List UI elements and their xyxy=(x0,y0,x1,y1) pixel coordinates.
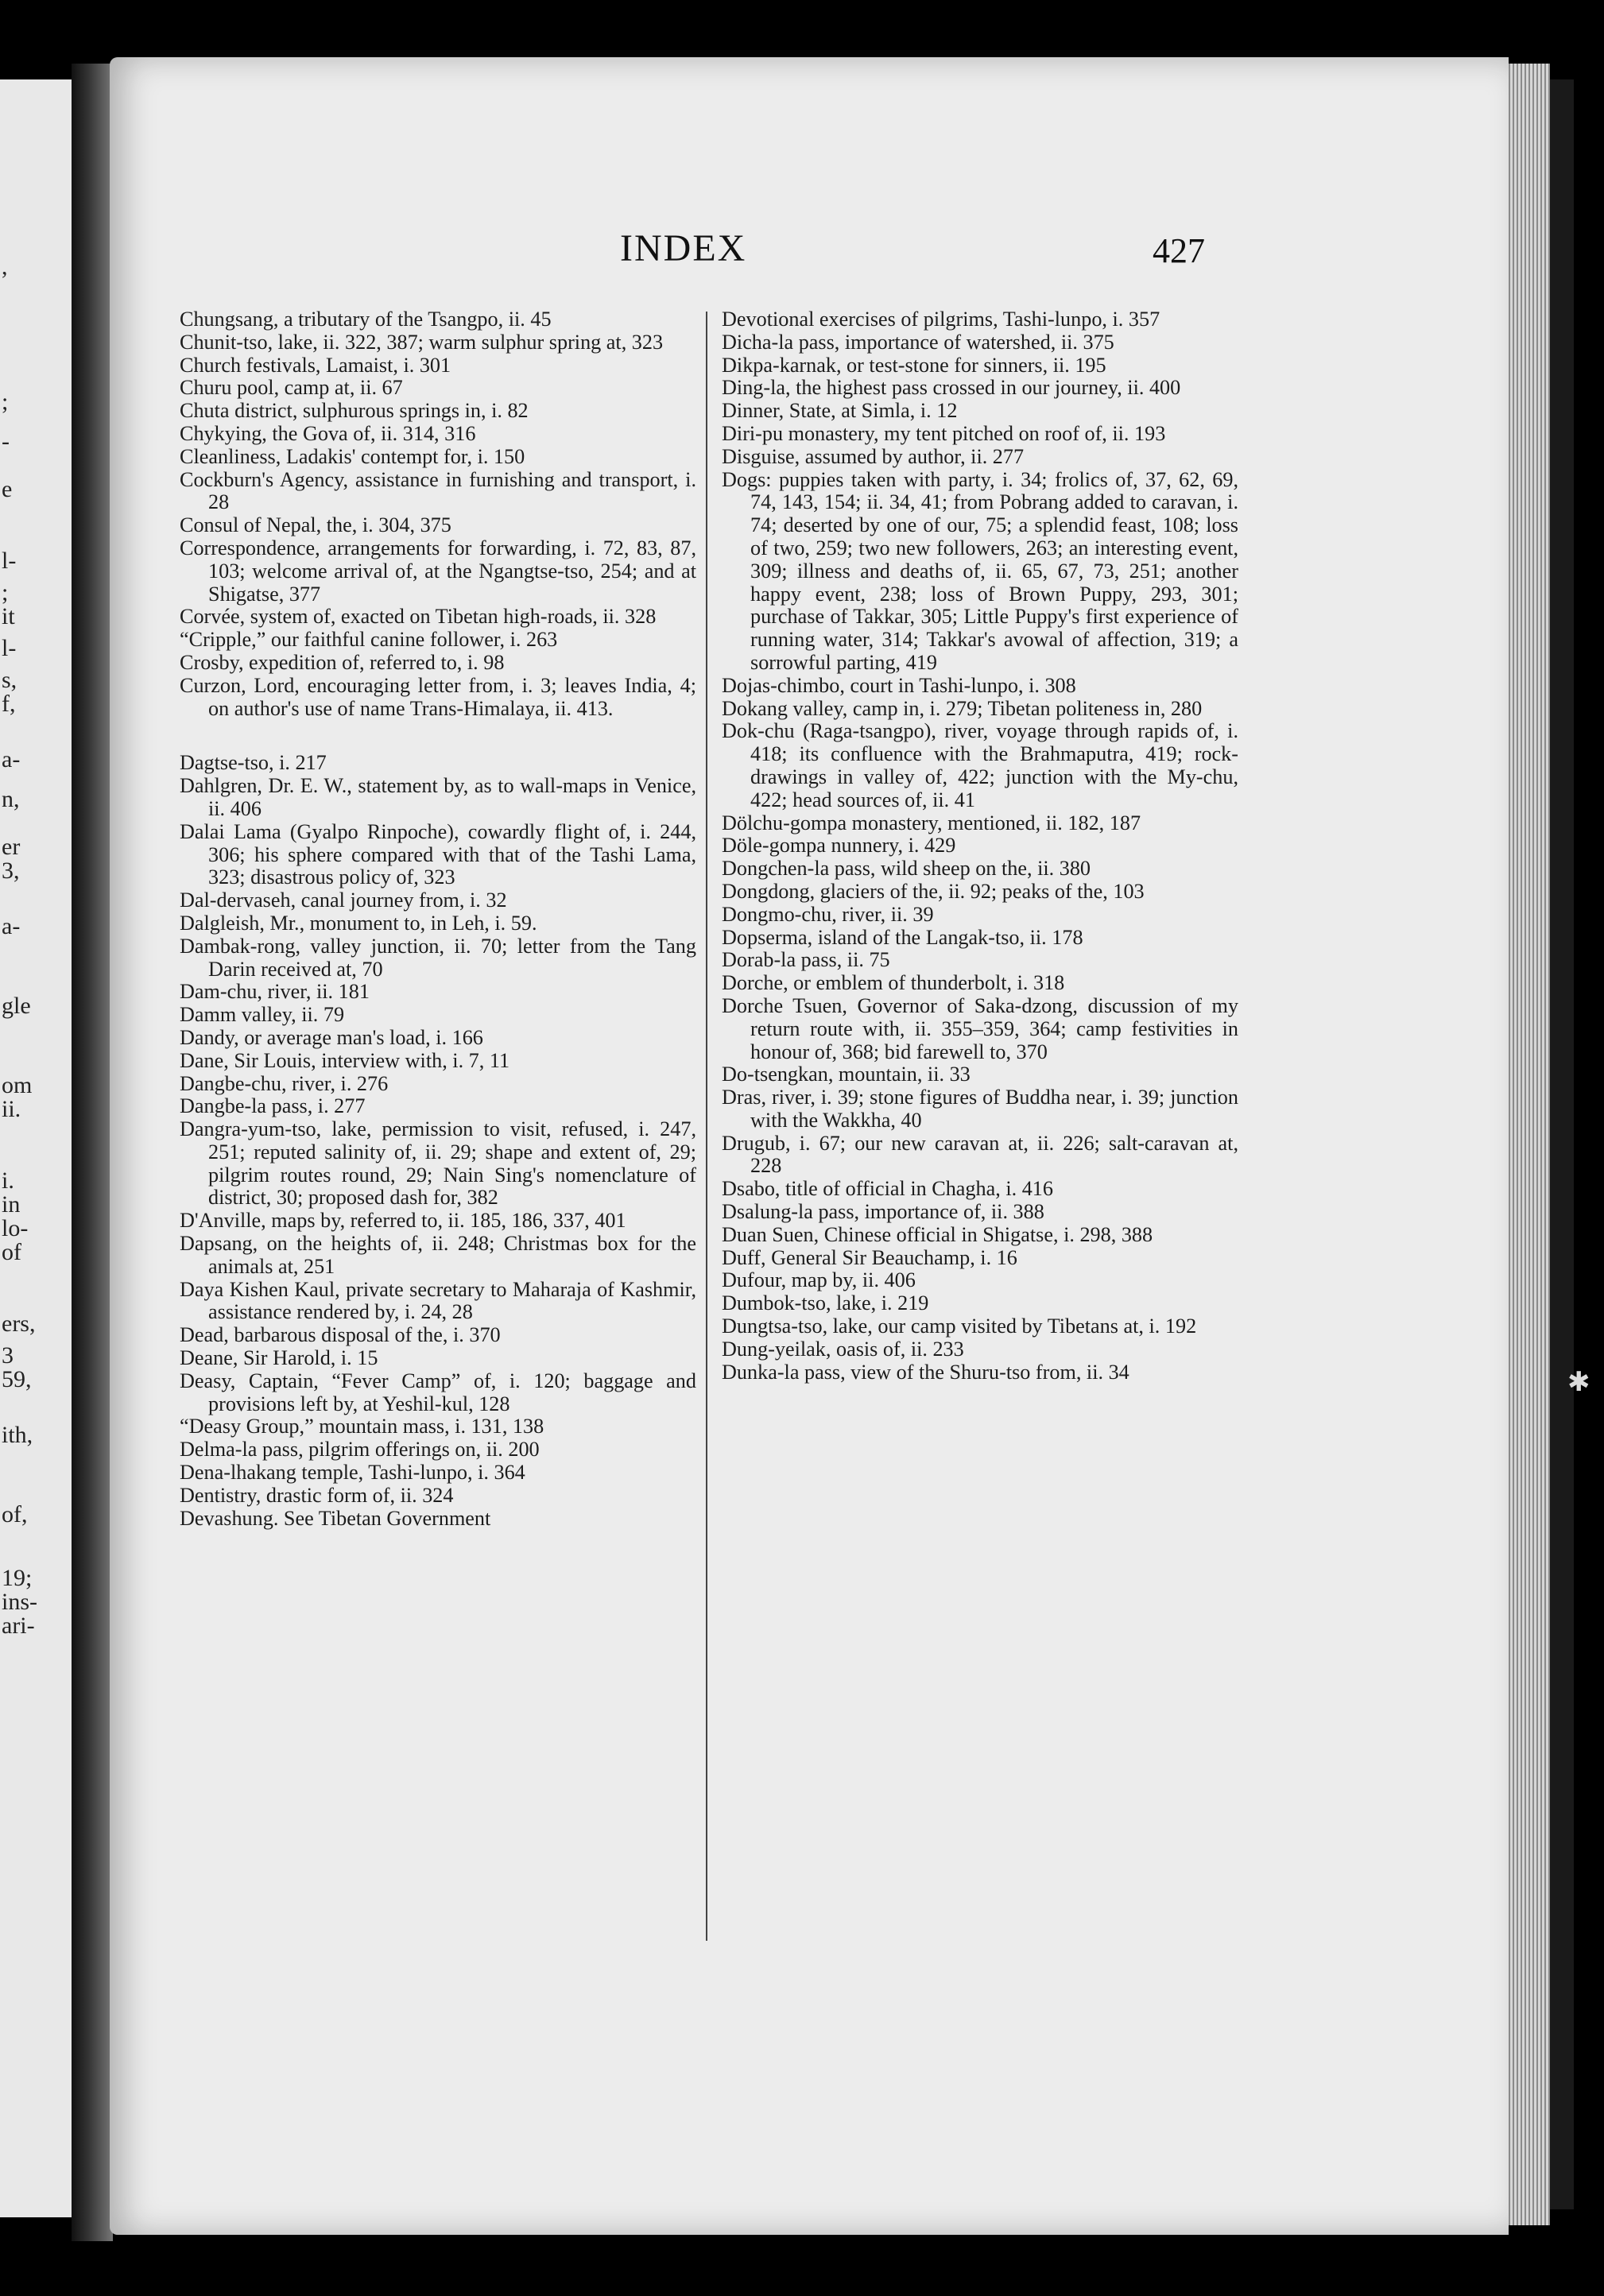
index-entry: Devotional exercises of pilgrims, Tashi-lunpo, i. 357 xyxy=(722,308,1160,331)
left-page-edge xyxy=(0,79,73,2217)
index-entry: Dung-yeilak, oasis of, ii. 233 xyxy=(722,1337,964,1361)
index-entry: Dandy, or average man's load, i. 166 xyxy=(180,1025,483,1049)
index-entry: Crosby, expedition of, referred to, i. 98 xyxy=(180,650,505,674)
index-entry: Do-tsengkan, mountain, ii. 33 xyxy=(722,1063,971,1086)
index-entry: Dahlgren, Dr. E. W., statement by, as to wall-maps in Venice, ii. 406 xyxy=(180,774,696,820)
index-entry: Dumbok-tso, lake, i. 219 xyxy=(722,1291,929,1315)
left-page-fragment: ii. xyxy=(2,1096,21,1122)
left-page-fragment: ari- xyxy=(2,1613,35,1639)
index-entry: Dambak-rong, valley junction, ii. 70; letter from the Tang Darin received at, 70 xyxy=(180,934,696,981)
index-entry: D'Anville, maps by, referred to, ii. 185, 186, 337, 401 xyxy=(180,1209,626,1233)
index-entry: Döle-gompa nunnery, i. 429 xyxy=(722,834,956,858)
index-entry: Correspondence, arrangements for forwarding, i. 72, 83, 87, 103; welcome arrival of, at the Ngangtse-tso, 254; and at Shigatse, 377 xyxy=(180,536,696,606)
index-entry: Dinner, State, at Simla, i. 12 xyxy=(722,399,958,423)
index-entry: Dagtse-tso, i. 217 xyxy=(180,751,327,775)
index-entry: Churu pool, camp at, ii. 67 xyxy=(180,376,403,400)
left-page-fragment: a- xyxy=(2,746,21,772)
index-entry: Diri-pu monastery, my tent pitched on roof of, ii. 193 xyxy=(722,421,1166,445)
index-entry: Duff, General Sir Beauchamp, i. 16 xyxy=(722,1245,1017,1269)
left-page-fragment: a- xyxy=(2,913,21,939)
index-entry: Dsabo, title of official in Chagha, i. 416 xyxy=(722,1177,1053,1201)
book-gutter xyxy=(72,64,113,2241)
index-entry: Consul of Nepal, the, i. 304, 375 xyxy=(180,513,451,537)
index-entry: Disguise, assumed by author, ii. 277 xyxy=(722,444,1025,468)
page-edges-shadow xyxy=(1550,79,1574,2209)
index-entry: Dane, Sir Louis, interview with, i. 7, 11 xyxy=(180,1048,510,1072)
running-head: INDEX xyxy=(620,227,747,269)
index-entry: Deasy, Captain, “Fever Camp” of, i. 120; baggage and provisions left by, at Yeshil-kul, 128 xyxy=(180,1369,696,1415)
index-entry: Dongdong, glaciers of the, ii. 92; peaks of the, 103 xyxy=(722,879,1145,903)
left-page-fragment: ers, xyxy=(2,1311,36,1337)
index-entry: Dapsang, on the heights of, ii. 248; Christmas box for the animals at, 251 xyxy=(180,1232,696,1278)
page-edges xyxy=(1502,64,1550,2225)
left-page-fragment: l- xyxy=(2,635,17,661)
left-page-fragment: e xyxy=(2,476,13,502)
index-entry: Dokang valley, camp in, i. 279; Tibetan politeness in, 280 xyxy=(722,696,1203,720)
index-entry: Dead, barbarous disposal of the, i. 370 xyxy=(180,1323,501,1347)
index-entry: Dopserma, island of the Langak-tso, ii. 178 xyxy=(722,925,1083,949)
index-entry: Chykying, the Gova of, ii. 314, 316 xyxy=(180,421,476,445)
index-entry: Chuta district, sulphurous springs in, i. 82 xyxy=(180,399,529,423)
index-entry: Dungtsa-tso, lake, our camp visited by Tibetans at, i. 192 xyxy=(722,1314,1197,1338)
index-entry: Dufour, map by, ii. 406 xyxy=(722,1268,916,1292)
left-page-fragment: s, xyxy=(2,667,17,693)
left-page-fragment: 3, xyxy=(2,858,20,884)
index-entry: Dsalung-la pass, importance of, ii. 388 xyxy=(722,1200,1044,1224)
index-entry: Dangbe-la pass, i. 277 xyxy=(180,1094,366,1118)
index-column-left xyxy=(180,308,696,1530)
index-entry: Devashung. See Tibetan Government xyxy=(180,1506,491,1530)
index-entry: “Cripple,” our faithful canine follower, i. 263 xyxy=(180,628,558,652)
left-page-fragment: it xyxy=(2,603,15,629)
index-entry: Dongmo-chu, river, ii. 39 xyxy=(722,902,934,926)
index-entry: Dentistry, drastic form of, ii. 324 xyxy=(180,1483,454,1507)
index-entry: Drugub, i. 67; our new caravan at, ii. 226; salt-caravan at, 228 xyxy=(722,1131,1238,1178)
left-page-fragment: , xyxy=(2,254,8,280)
left-page-fragment: of, xyxy=(2,1501,28,1527)
index-entry: Duan Suen, Chinese official in Shigatse, i. 298, 388 xyxy=(722,1222,1153,1246)
left-page-fragment: f, xyxy=(2,691,16,717)
index-entry: Damm valley, ii. 79 xyxy=(180,1003,345,1027)
index-entry: Dras, river, i. 39; stone figures of Buddha near, i. 39; junction with the Wakkha, 40 xyxy=(722,1086,1238,1132)
index-entry: Dicha-la pass, importance of watershed, ii. 375 xyxy=(722,330,1114,354)
index-entry: Dorab-la pass, ii. 75 xyxy=(722,948,890,972)
index-entry: Dangra-yum-tso, lake, permission to visit, refused, i. 247, 251; reputed salinity of, ii. 29; shape and extent of, 29; pilgrim routes round, 29; Nain Sing's nomenclature of district, 30; proposed dash for, 382 xyxy=(180,1117,696,1210)
index-entry: Dunka-la pass, view of the Shuru-tso from, ii. 34 xyxy=(722,1360,1129,1384)
index-entry: Corvée, system of, exacted on Tibetan high-roads, ii. 328 xyxy=(180,605,657,629)
index-entry: Dongchen-la pass, wild sheep on the, ii. 380 xyxy=(722,857,1091,881)
left-page-fragment: ins- xyxy=(2,1589,37,1615)
left-page-fragment: 59, xyxy=(2,1366,32,1392)
left-page-fragment: gle xyxy=(2,993,31,1019)
index-entry: Dalgleish, Mr., monument to, in Leh, i. 59. xyxy=(180,911,537,935)
binding-mark: ✱ xyxy=(1567,1368,1590,1397)
index-entry: Dal-dervaseh, canal journey from, i. 32 xyxy=(180,889,507,912)
index-entry: Deane, Sir Harold, i. 15 xyxy=(180,1346,378,1370)
left-page-fragment: i. xyxy=(2,1167,14,1194)
left-page-fragment: in xyxy=(2,1191,21,1218)
left-page-fragment: n, xyxy=(2,786,20,812)
left-page-fragment: ; xyxy=(2,579,9,606)
column-rule xyxy=(706,312,707,1941)
left-page-fragment: lo- xyxy=(2,1215,29,1241)
index-entry: Ding-la, the highest pass crossed in our journey, ii. 400 xyxy=(722,376,1181,400)
index-entry: “Deasy Group,” mountain mass, i. 131, 138 xyxy=(180,1415,544,1438)
index-entry: Dalai Lama (Gyalpo Rinpoche), cowardly flight of, i. 244, 306; his sphere compared with that of the Tashi Lama, 323; disastrous policy of, 323 xyxy=(180,819,696,889)
index-entry: Dikpa-karnak, or test-stone for sinners, ii. 195 xyxy=(722,353,1106,377)
index-entry: Dangbe-chu, river, i. 276 xyxy=(180,1071,389,1095)
index-entry: Dorche, or emblem of thunderbolt, i. 318 xyxy=(722,971,1065,995)
index-entry: Cockburn's Agency, assistance in furnishing and transport, i. 28 xyxy=(180,467,696,514)
index-column-right xyxy=(722,308,1238,1384)
left-page-fragment: om xyxy=(2,1072,33,1098)
left-page-fragment: 19; xyxy=(2,1565,33,1591)
index-entry: Dölchu-gompa monastery, mentioned, ii. 182, 187 xyxy=(722,811,1141,834)
index-entry: Cleanliness, Ladakis' contempt for, i. 150 xyxy=(180,444,525,468)
index-entry: Daya Kishen Kaul, private secretary to Maharaja of Kashmir, assistance rendered by, i. 24, 28 xyxy=(180,1277,696,1324)
left-page-fragment: 3 xyxy=(2,1342,14,1369)
left-page-fragment: - xyxy=(2,428,10,455)
index-entry: Curzon, Lord, encouraging letter from, i. 3; leaves India, 4; on author's use of name Trans-Himalaya, ii. 413. xyxy=(180,673,696,720)
page-number: 427 xyxy=(1153,231,1205,270)
index-entry: Dam-chu, river, ii. 181 xyxy=(180,980,370,1004)
left-page-fragment: ; xyxy=(2,389,9,415)
left-page-fragment: er xyxy=(2,834,21,860)
index-entry: Dogs: puppies taken with party, i. 34; frolics of, 37, 62, 69, 74, 143, 154; ii. 34, 41; from Pobrang added to caravan, i. 74; deserted by one of our, 75; a splendid feast, 108; loss of two, 259; two new followers, 263; an interesting event, 309; illness and deaths of, ii. 65, 67, 73, 251; another happy event, 238; loss of Brown Puppy, 293, 301; purchase of Takkar, 305; Little Puppy's first experience of running water, 314; Takkar's avowal of affection, 319; a sorrowful parting, 419 xyxy=(722,467,1238,674)
left-page-fragment: ith, xyxy=(2,1422,33,1448)
index-entry: Delma-la pass, pilgrim offerings on, ii. 200 xyxy=(180,1438,540,1462)
index-entry: Church festivals, Lamaist, i. 301 xyxy=(180,353,451,377)
index-entry: Dok-chu (Raga-tsangpo), river, voyage through rapids of, i. 418; its confluence with the Brahmaputra, 419; rock-drawings in valley of, 422; junction with the My-chu, 422; head sources of, ii. 41 xyxy=(722,719,1238,811)
index-entry: Dojas-chimbo, court in Tashi-lunpo, i. 308 xyxy=(722,673,1076,697)
index-entry: Chunit-tso, lake, ii. 322, 387; warm sulphur spring at, 323 xyxy=(180,330,664,354)
left-page-fragment: of xyxy=(2,1239,21,1265)
index-entry: Chungsang, a tributary of the Tsangpo, ii. 45 xyxy=(180,308,552,331)
left-page-fragment: l- xyxy=(2,548,17,574)
index-entry: Dorche Tsuen, Governor of Saka-dzong, discussion of my return route with, ii. 355–359, 364; camp festivities in honour of, 368; bid farewell to, 370 xyxy=(722,993,1238,1063)
index-entry: Dena-lhakang temple, Tashi-lunpo, i. 364 xyxy=(180,1461,525,1485)
